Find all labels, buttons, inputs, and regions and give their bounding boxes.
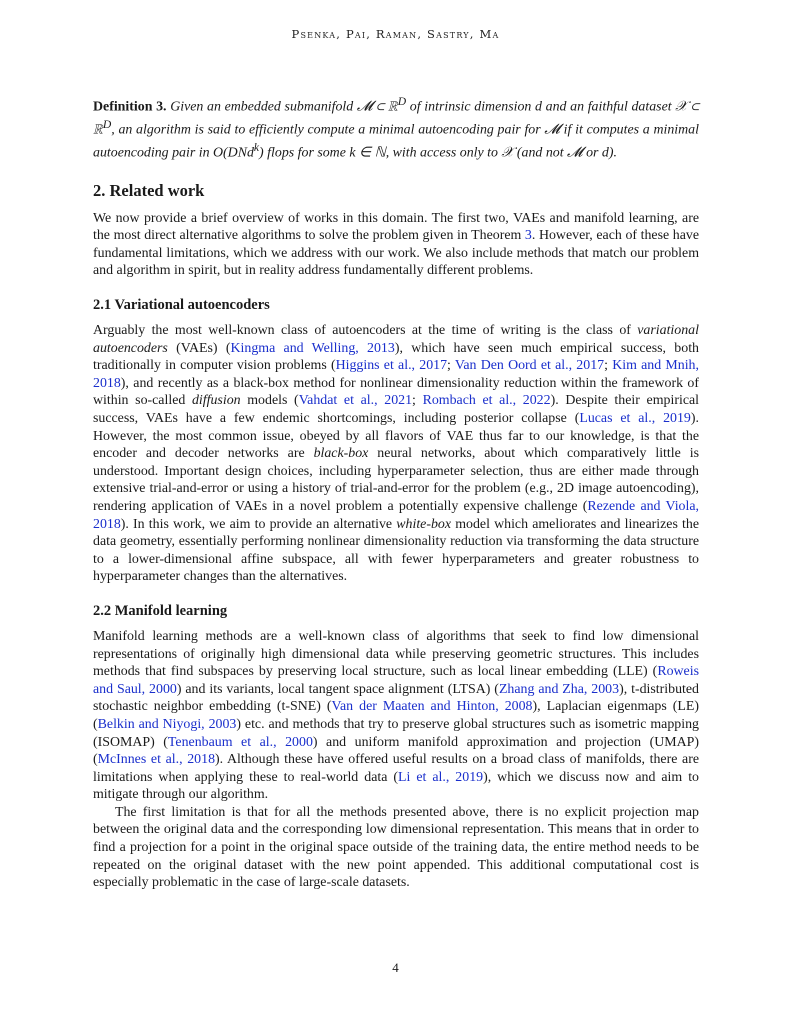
def-text: flops for some <box>263 146 350 162</box>
math: 𝓜 ⊂ ℝ <box>356 99 398 115</box>
text: ). Despite their empirical success, VAEs have a few endemic shortcomings, including posterior collapse ( <box>93 393 700 426</box>
citation-link[interactable]: Higgins et al., 2017 <box>335 358 448 374</box>
math-sup: D <box>397 95 407 108</box>
citation-link[interactable]: Belkin and Niyogi, 2003 <box>97 716 237 732</box>
citation-link[interactable]: Roweis and Saul, 2000 <box>93 664 699 697</box>
text: ). Although these have offered useful results on a broad class of manifolds, there are limitations when applying these to real-world data ( <box>93 752 699 785</box>
text: We now provide a brief overview of works in this domain. The first two, VAEs and manifold learning, are the most direct alternative algorithms to solve the problem given in Theorem <box>93 210 699 244</box>
math: d <box>601 146 609 162</box>
citation-link[interactable]: Vahdat et al., 2021 <box>298 393 413 409</box>
citation-link[interactable]: McInnes et al., 2018 <box>97 752 216 768</box>
math: 𝒳 ⊂ ℝ <box>93 99 700 138</box>
text: ; <box>604 358 613 374</box>
text: ), Laplacian eigenmaps (LE) ( <box>93 699 699 732</box>
math: d <box>535 99 542 115</box>
def-text: and an faithful dataset <box>541 99 676 115</box>
citation-link[interactable]: Rombach et al., 2022 <box>422 393 551 409</box>
math: 𝓜 <box>567 146 583 162</box>
text: model which ameliorates and linearizes the data geometry, essentially performing nonlinear dimensionality reduction via transforming the data structure to a lower-dimensional affine subspace, all with fewer hyperparameters and greater robustness to hyperparameter changes than the alternatives. <box>93 516 699 585</box>
def-text: , an algorithm is said to efficiently compute a minimal autoencoding pair for <box>111 122 545 138</box>
def-text: ). <box>608 146 617 162</box>
text: (VAEs) ( <box>167 340 231 356</box>
text: ). In this work, we aim to provide an alternative <box>120 516 397 532</box>
def-text: (and not <box>513 146 568 162</box>
text: neural networks, about which comparatively little is understood. Important design choices, including hyperparameter selection, thus are either made through extensive trial-and-error or using a history of trial-and-error for the problem (e.g., 2D image autoencoding), rendering application of VAEs in a novel problem a potentially expensive challenge ( <box>93 446 699 514</box>
paragraph <box>93 628 699 804</box>
text: ), which we discuss now and aim to mitigate through our algorithm. <box>93 769 699 803</box>
math-sup: k <box>253 141 260 155</box>
theorem-ref-link[interactable]: 3 <box>524 228 532 244</box>
math: O(DNd <box>213 146 254 162</box>
definition-3 <box>93 93 699 163</box>
text: . However, each of these have fundamental limitations, which we address with our work. We also include methods that match our problem and algorithm in spirit, but in reality address fundamentally different problems. <box>93 228 700 279</box>
citation-link[interactable]: Li et al., 2019 <box>398 769 484 785</box>
text: ), and recently as a black-box method for nonlinear dimensionality reduction within the framework of within so-called <box>93 375 699 409</box>
paragraph: The first limitation is that for all the methods presented above, there is no explicit projection map between the original data and the corresponding low dimensional representation. This means that in order to find a projection for a point in the original space outside of the training data, the entire method needs to be repeated on the original dataset with the new point appended. This additional computational cost is especially problematic in the case of large-scale datasets. <box>93 804 699 891</box>
text: ; <box>412 393 423 409</box>
text: ) and uniform manifold approximation and projection (UMAP) ( <box>93 734 699 768</box>
def-text: Given an embedded submanifold <box>170 99 357 115</box>
math: 𝒳 <box>501 146 514 162</box>
emphasis: black-box <box>313 446 369 462</box>
page-number: 4 <box>392 960 399 975</box>
text: models ( <box>240 393 299 409</box>
def-text: if it computes a minimal autoencoding pair in <box>93 122 699 162</box>
citation-link[interactable]: Van der Maaten and Hinton, 2008 <box>331 699 533 715</box>
running-header: Psenka, Pai, Raman, Sastry, Ma <box>291 27 500 41</box>
math: ) <box>259 146 264 162</box>
text: ) etc. and methods that try to preserve global structures such as isometric mapping (ISOMAP) ( <box>93 716 699 750</box>
def-text: , with access only to <box>385 146 502 162</box>
subsection-heading-vae: 2.1 Variational autoencoders <box>93 297 270 314</box>
math: 𝓜 <box>544 122 560 138</box>
text: ). However, the most common issue, obeyed by all flavors of VAE thus far to our knowledge, is that the encoder and decoder networks are <box>93 411 699 462</box>
paragraph <box>93 210 699 280</box>
definition-label: Definition 3. <box>93 99 167 115</box>
citation-link[interactable]: Van Den Oord et al., 2017 <box>454 358 605 374</box>
emphasis: white-box <box>396 516 452 532</box>
citation-link[interactable]: Tenenbaum et al., 2000 <box>167 734 313 750</box>
citation-link[interactable]: Kingma and Welling, 2013 <box>230 340 395 356</box>
section-heading-related-work: 2. Related work <box>93 180 205 200</box>
subsection-heading-manifold-learning: 2.2 Manifold learning <box>93 602 228 619</box>
text: Manifold learning methods are a well-known class of algorithms that seek to find low dimensional representations of originally high dimensional data while preserving geometric structures. This includes methods that find subspaces by preserving local structure, such as local linear embedding (LLE) ( <box>93 628 699 680</box>
citation-link[interactable]: Rezende and Viola, 2018 <box>93 498 699 532</box>
emphasis: diffusion <box>191 393 241 409</box>
text: ) and its variants, local tangent space alignment (LTSA) ( <box>176 681 499 697</box>
text: ; <box>447 358 455 374</box>
math: k ∈ ℕ <box>349 146 386 162</box>
def-text: of intrinsic dimension <box>406 99 536 115</box>
text: Arguably the most well-known class of autoencoders at the time of writing is the class of <box>93 323 638 339</box>
def-text: or <box>582 146 602 162</box>
text: ), which have seen much empirical success, both traditionally in computer vision problems ( <box>93 340 699 374</box>
emphasis: variational autoencoders <box>93 323 699 356</box>
main-content <box>93 93 699 892</box>
paragraph <box>93 322 699 586</box>
math-sup: D <box>102 118 112 132</box>
citation-link[interactable]: Lucas et al., 2019 <box>579 411 691 426</box>
text: ), t-distributed stochastic neighbor embedding (t-SNE) ( <box>93 681 699 715</box>
citation-link[interactable]: Kim and Mnih, 2018 <box>93 358 699 391</box>
citation-link[interactable]: Zhang and Zha, 2003 <box>498 681 620 697</box>
